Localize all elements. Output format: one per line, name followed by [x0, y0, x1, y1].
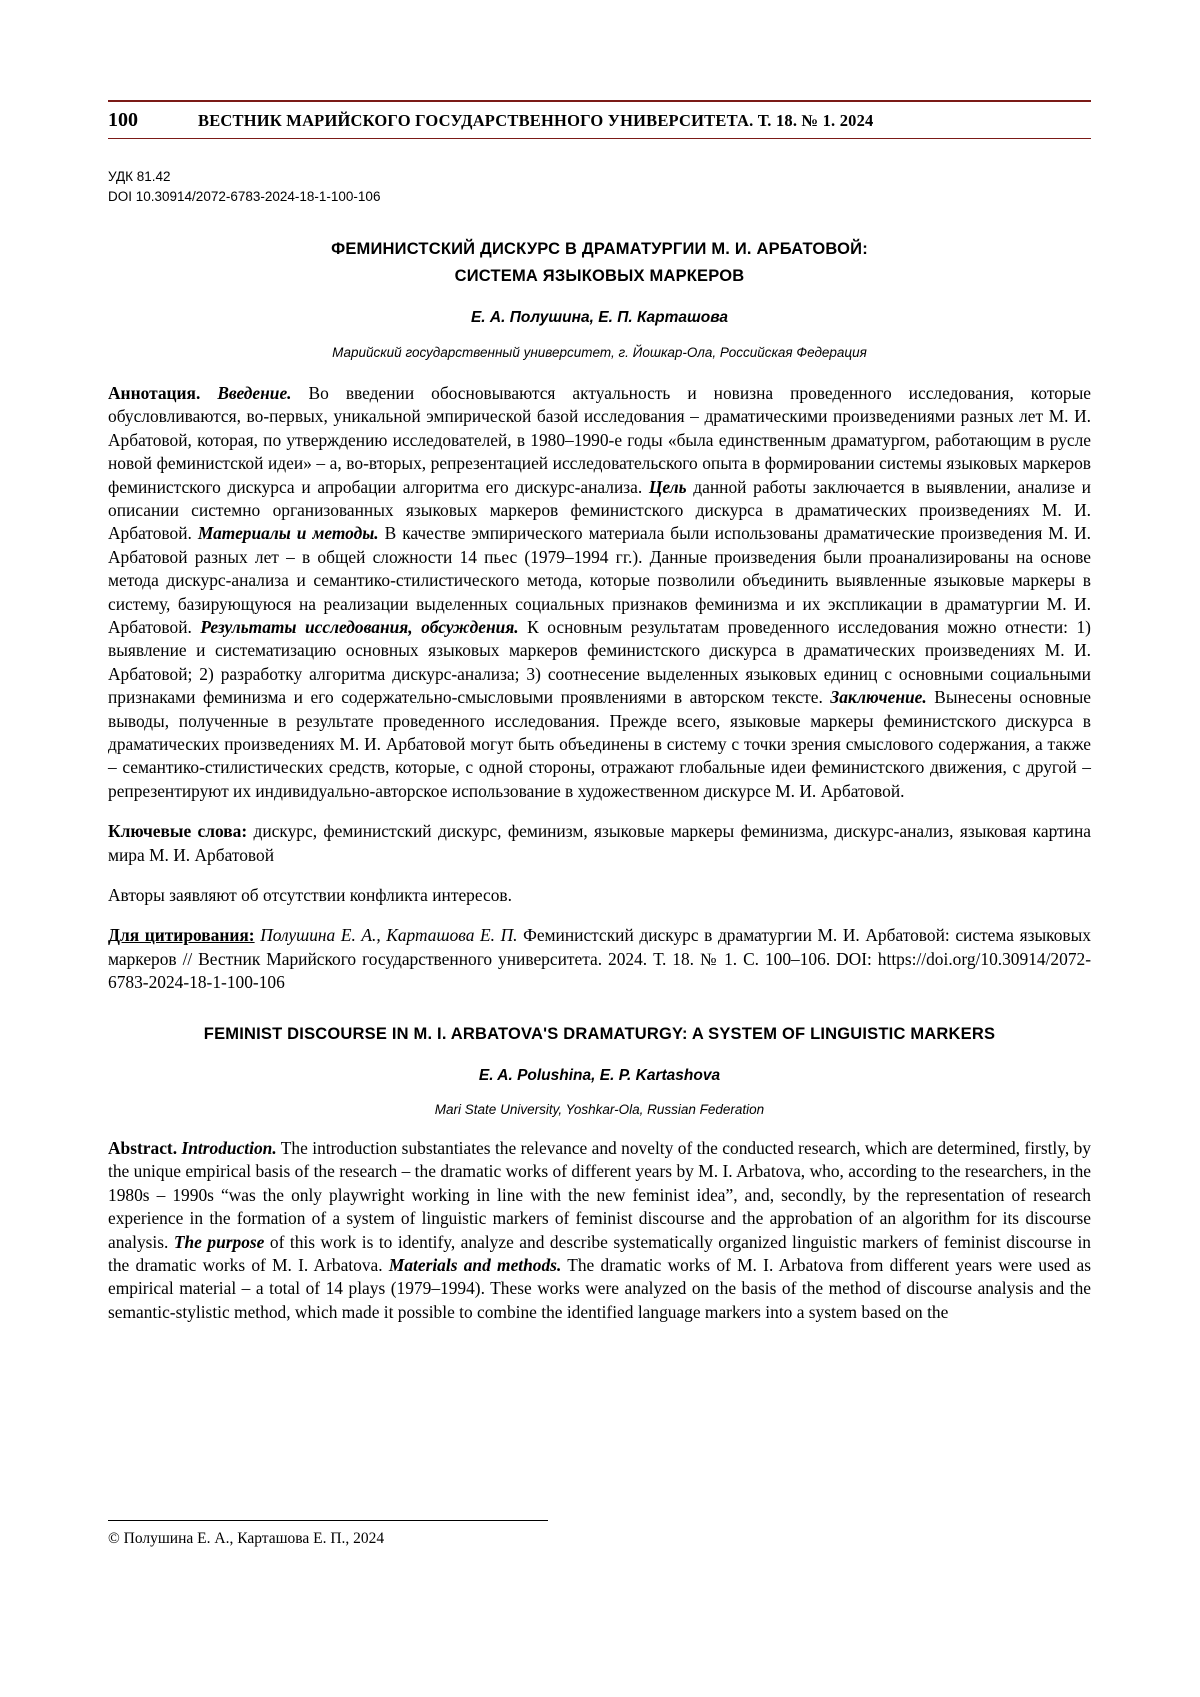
article-meta: [108, 167, 1091, 206]
copyright-notice: © Полушина Е. А., Карташова Е. П., 2024: [108, 1530, 385, 1547]
abstract-methods-text-en: The dramatic works of M. I. Arbatova from different years were used as empirical material – a total of 14 plays (1979–1994). These works were analyzed on the basis of the method of discourse analysis and the semantic-stylistic method, which made it possible to combine the identified language markers into a system based on the: [108, 1255, 1091, 1322]
abstract-ru: [108, 382, 1091, 803]
abstract-conclusion-label-ru: Заключение.: [830, 687, 927, 708]
abstract-purpose-label-ru: Цель: [648, 476, 687, 497]
affiliation-ru: Марийский государственный университет, г. Йошкар-Ола, Российская Федерация: [332, 344, 867, 360]
authors-ru: Е. А. Полушина, Е. П. Карташова: [470, 308, 729, 326]
abstract-methods-label-ru: Материалы и методы.: [197, 523, 379, 544]
running-head: [108, 102, 1091, 138]
abstract-purpose-text-en: of this work is to identify, analyze and describe systematically organized linguistic markers of feminist discourse in the dramatic works of M. I. Arbatova.: [108, 1231, 1091, 1276]
doi-code: DOI 10.30914/2072-6783-2024-18-1-100-106: [108, 188, 381, 204]
citation-label-ru: Для цитирования:: [108, 925, 255, 946]
article-title-ru-line1: ФЕМИНИСТСКИЙ ДИСКУРС В ДРАМАТУРГИИ М. И. АРБАТОВОЙ:: [331, 240, 868, 259]
journal-title: ВЕСТНИК МАРИЙСКОГО ГОСУДАРСТВЕННОГО УНИВЕРСИТЕТА. Т. 18. № 1. 2024: [198, 111, 874, 130]
abstract-purpose-text-ru: данной работы заключается в выявлении, анализе и описании системно организованных языковых маркеров феминистского дискурса в драматических произведениях М. И. Арбатовой.: [108, 476, 1091, 544]
article-title-en-line2: A SYSTEM OF LINGUISTIC MARKERS: [691, 1024, 996, 1043]
article-title-ru-line2: СИСТЕМА ЯЗЫКОВЫХ МАРКЕРОВ: [454, 266, 745, 285]
abstract-methods-text-ru: В качестве эмпирического материала были использованы драматические произведения М. И. Арбатовой разных лет – в общей сложности 14 пьес (1979–1994 гг.). Данные произведения были проанализированы на основе метода дискурс-анализа и семантико-стилистического метода, которые позволили объединить выявленные языковые маркеры в систему, базирующуюся на реализации выделенных социальных признаков феминизма и их экспликации в драматургии М. И. Арбатовой.: [108, 523, 1091, 637]
abstract-results-text-ru: К основным результатам проведенного исследования можно отнести: 1) выявление и систематизацию основных языковых маркеров феминистского дискурса в драматических произведениях М. И. Арбатовой; 2) разработку алгоритма дискурс-анализа; 3) соотнесение выделенных языковых единиц с основными социальными признаками феминизма и его содержательно-смысловыми проявлениями в авторском тексте.: [108, 616, 1091, 708]
keywords-label-ru: Ключевые слова:: [108, 821, 248, 842]
abstract-label-ru: Аннотация.: [108, 382, 201, 403]
citation-authors-ru: Полушина Е. А., Карташова Е. П.: [260, 925, 518, 946]
runhead-bottom-rule: [108, 138, 1091, 139]
udk-code: УДК 81.42: [108, 169, 171, 184]
footer-divider: [108, 1520, 548, 1521]
abstract-label-en: Abstract.: [108, 1138, 178, 1159]
citation-text-ru: Феминистский дискурс в драматургии М. И. Арбатовой: система языковых маркеров // Вестник Марийского государственного университета. 2024. Т. 18. № 1. С. 100–106. DOI: https://doi.org/10.30914/2072-6783-2024-18-1-100-106: [108, 925, 1091, 993]
keywords-ru: [108, 820, 1091, 867]
abstract-intro-text-en: The introduction substantiates the relevance and novelty of the conducted research, which are determined, firstly, by the unique empirical basis of the research – the dramatic works of different years by M. I. Arbatova, who, according to the researchers, in the 1980s – 1990s “was the only playwright working in line with the new feminist idea”, and, secondly, by the representation of research experience in the formation of a system of linguistic markers of feminist discourse and the approbation of an algorithm for its discourse analysis.: [108, 1138, 1091, 1252]
abstract-purpose-label-en: The purpose: [173, 1231, 265, 1252]
abstract-en: [108, 1137, 1091, 1324]
abstract-conclusion-text-ru: Вынесены основные выводы, полученные в результате проведенного исследования. Прежде всего, языковые маркеры феминистского дискурса в драматических произведениях М. И. Арбатовой могут быть объединены в систему с точки зрения смыслового содержания, а также – семантико-стилистических средств, которые, с одной стороны, отражают глобальные идеи феминистского движения, с другой – репрезентируют их индивидуально-авторское использование в художественном дискурсе М. И. Арбатовой.: [108, 687, 1091, 801]
affiliation-en: Mari State University, Yoshkar-Ola, Russian Federation: [434, 1102, 765, 1118]
page-footer: [108, 1520, 1091, 1548]
keywords-text-ru: дискурс, феминистский дискурс, феминизм, языковые маркеры феминизма, дискурс-анализ, языковая картина мира М. И. Арбатовой: [108, 821, 1091, 865]
article-title-ru: [108, 236, 1091, 289]
abstract-intro-text-ru: Во введении обосновываются актуальность и новизна проведенного исследования, которые обусловливаются, во-первых, уникальной эмпирической базой исследования – драматическими произведениями разных лет М. И. Арбатовой, которая, по утверждению исследователей, в 1980–1990-е годы «была единственным драматургом, работающим в русле новой феминистской идеи» – а, во-вторых, репрезентацией исследовательского опыта в формировании системы языковых маркеров феминистского дискурса и апробации алгоритма его дискурс-анализа.: [108, 382, 1091, 497]
conflict-statement-ru: Авторы заявляют об отсутствии конфликта интересов.: [108, 885, 512, 906]
article-title-en-line1: FEMINIST DISCOURSE IN M. I. ARBATOVA'S DRAMATURGY:: [203, 1024, 688, 1043]
abstract-intro-label-en: Introduction.: [181, 1138, 277, 1159]
abstract-intro-label-ru: Введение.: [217, 382, 292, 403]
abstract-methods-label-en: Materials and methods.: [388, 1255, 562, 1276]
page-number: 100: [108, 109, 138, 131]
abstract-results-label-ru: Результаты исследования, обсуждения.: [200, 616, 519, 637]
page-content: [108, 100, 1091, 1324]
article-title-en: [108, 1021, 1091, 1047]
citation-ru: [108, 924, 1091, 994]
authors-en: E. A. Polushina, E. P. Kartashova: [478, 1067, 721, 1085]
